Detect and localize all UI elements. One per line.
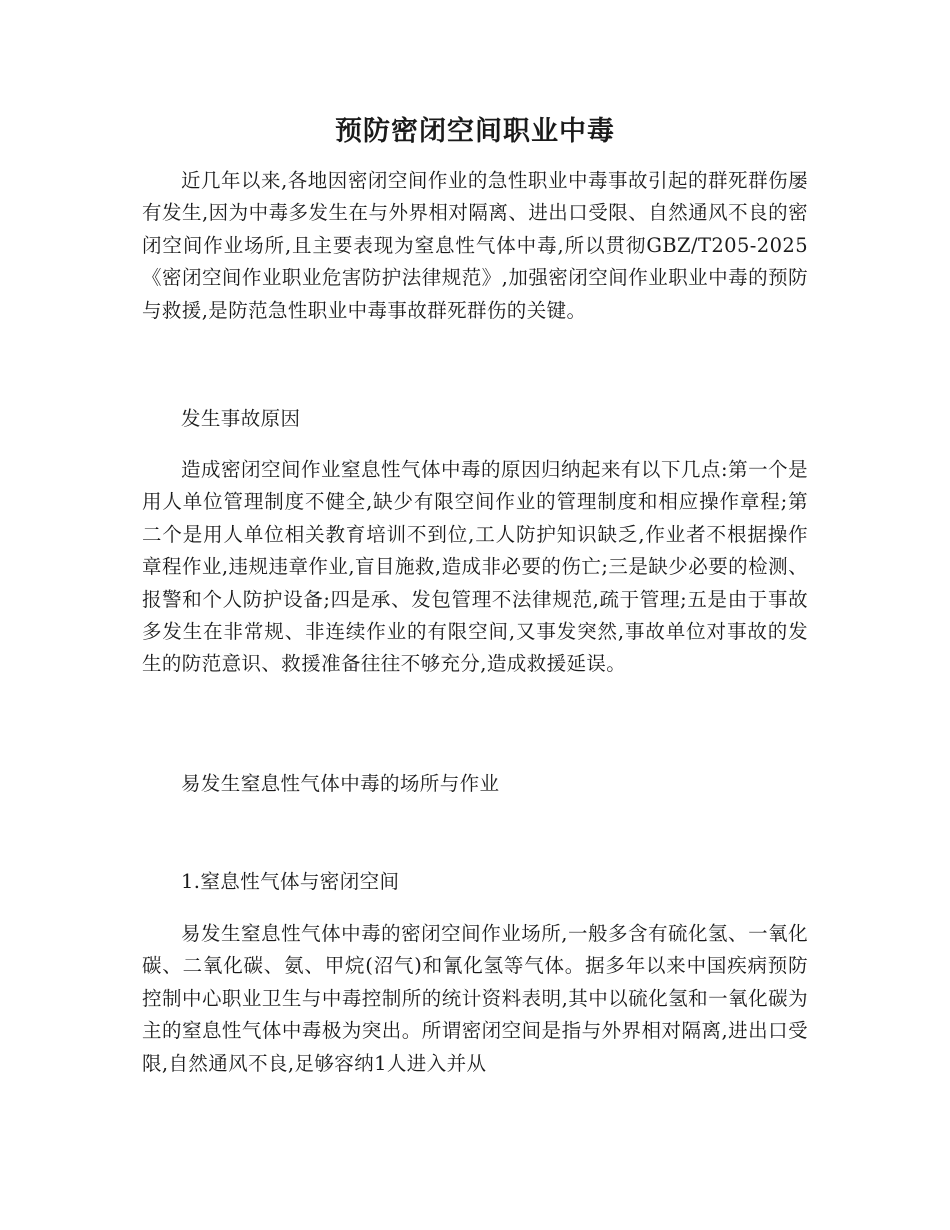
- paragraph-gas-spaces: 易发生窒息性气体中毒的密闭空间作业场所,一般多含有硫化氢、一氧化碳、二氧化碳、氨、甲烷(沼气)和氰化氢等气体。据多年以来中国疾病预防控制中心职业卫生与中毒控制所的统计资料表明,其中以硫化氢和一氧化碳为主的窒息性气体中毒极为突出。所谓密闭空间是指与外界相对隔离,进出口受限,自然通风不良,足够容纳1人进入并从: [142, 922, 808, 1075]
- paragraph-causes: 造成密闭空间作业窒息性气体中毒的原因归纳起来有以下几点:第一个是用人单位管理制度不健全,缺少有限空间作业的管理制度和相应操作章程;第二个是用人单位相关教育培训不到位,工人防护知识缺乏,作业者不根据操作章程作业,违规违章作业,盲目施救,造成非必要的伤亡;三是缺少必要的检测、报警和个人防护设备;四是承、发包管理不法律规范,疏于管理;五是由于事故多发生在非常规、非连续作业的有限空间,又事发突然,事故单位对事故的发生的防范意识、救援准备往往不够充分,造成救援延误。: [142, 458, 808, 676]
- subsection-heading-gas-spaces: 1.窒息性气体与密闭空间: [181, 870, 400, 893]
- section-heading-causes: 发生事故原因: [181, 407, 301, 430]
- paragraph-intro: 近几年以来,各地因密闭空间作业的急性职业中毒事故引起的群死群伤屡有发生,因为中毒多发生在与外界相对隔离、进出口受限、自然通风不良的密闭空间作业场所,且主要表现为窒息性气体中毒,所以贯彻GBZ/T205-2025《密闭空间作业职业危害防护法律规范》,加强密闭空间作业职业中毒的预防与救援,是防范急性职业中毒事故群死群伤的关键。: [142, 169, 808, 322]
- document-title: 预防密闭空间职业中毒: [335, 116, 615, 147]
- section-heading-locations: 易发生窒息性气体中毒的场所与作业: [181, 772, 500, 795]
